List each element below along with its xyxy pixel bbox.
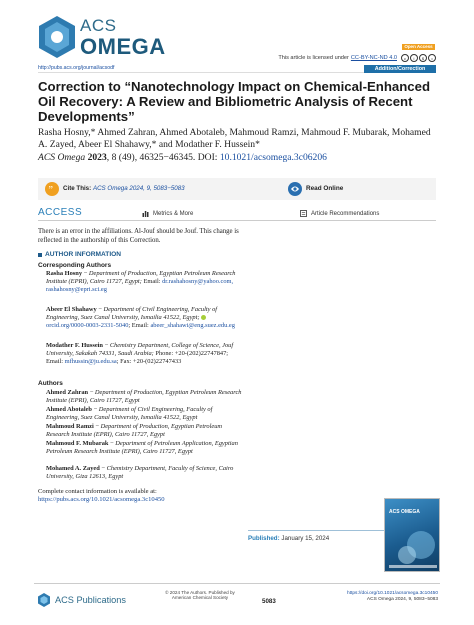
author-item: Mahmoud F. Mubarak − Department of Petroleum Application, Egyptian Petroleum Research Institute (EPRI), Cairo 11727, Egypt xyxy=(46,440,238,455)
author-affiliation: Department of Civil Engineering, Faculty of Engineering, Suez Canal University, Ismailia 41522, Egypt; xyxy=(46,306,218,321)
logo-omega-text: OMEGA xyxy=(80,34,166,59)
read-online-button[interactable]: Read Online xyxy=(306,185,344,192)
open-access-badge: Open Access xyxy=(402,44,435,50)
fax-text: Fax: +20-(02)22747433 xyxy=(120,357,182,365)
access-bar xyxy=(38,207,436,221)
by-icon: i xyxy=(410,54,418,62)
author-item: Mahmoud Ramzi − Department of Production, Egyptian Petroleum Research Institute (EPRI), Cairo 11727, Egypt xyxy=(46,423,223,438)
logo-acs-text: ACS xyxy=(80,16,117,35)
citation-volume: , 8 (49), 46325−46345. DOI: xyxy=(106,152,218,163)
orcid-icon xyxy=(201,315,206,320)
author-name: Mahmoud F. Mubarak xyxy=(46,440,109,447)
author-name: Ahmed Abotaleb xyxy=(46,406,92,413)
footer-citation: ACS Omega 2024, 9, 5083−5083 xyxy=(366,597,438,602)
author-information-heading xyxy=(38,251,121,258)
email-label: Email: xyxy=(143,277,161,285)
article-type-tag: Addition/Correction xyxy=(364,65,436,73)
author-name: Abeer El Shahawy xyxy=(46,306,97,313)
author-email-link[interactable]: mfhussin@ju.edu.sa xyxy=(64,357,117,365)
cite-this[interactable] xyxy=(63,185,185,192)
cite-reference: ACS Omega 2024, 9, 5083−5083 xyxy=(92,185,185,192)
author-name: Modather F. Hussein xyxy=(46,342,103,349)
license-line xyxy=(278,54,436,62)
author-name: Mahmoud Ramzi xyxy=(46,423,94,430)
page-number: 5083 xyxy=(262,598,276,605)
email-label: Email: xyxy=(131,321,149,329)
copyright-line-2: American Chemical Society xyxy=(171,595,229,601)
copyright-notice xyxy=(145,590,255,601)
author-info-heading-text: AUTHOR INFORMATION xyxy=(45,251,122,258)
corresponding-author-item: Abeer El Shahawy − Department of Civil Engineering, Faculty of Engineering, Suez Canal University, Ismailia 41522, Egypt; orcid.org/0000-0003-2331-5040; Email: abeer_shahawi@eng.suez.edu.eg xyxy=(46,306,235,329)
published-label: Published: xyxy=(248,535,280,542)
metrics-label: Metrics & More xyxy=(153,210,194,217)
svg-text:”: ” xyxy=(48,185,53,196)
complete-contact-link[interactable]: https://pubs.acs.org/10.1021/acsomega.3c10450 xyxy=(38,496,165,504)
document-icon xyxy=(300,210,307,217)
publisher-name: ACS Publications xyxy=(55,595,126,605)
author-email-link[interactable]: dr.rashahosny@yahoo.com, rashahosny@epri.sci.eg xyxy=(46,277,234,293)
read-online-icon[interactable] xyxy=(288,182,302,196)
cover-title: ACS OMEGA xyxy=(389,509,420,515)
license-link[interactable]: CC-BY-NC-ND 4.0 xyxy=(350,55,397,61)
author-item: Mohamed A. Zayed − Chemistry Department, Faculty of Science, Cairo University, Giza 12613, Egypt xyxy=(46,465,234,480)
cite-quote-icon[interactable] xyxy=(45,182,59,196)
acs-hexagon-icon xyxy=(36,592,52,608)
citation-doi-link[interactable]: 10.1021/acsomega.3c06206 xyxy=(219,152,327,163)
author-affiliation: Department of Production, Egyptian Petroleum Research Institute (EPRI), Cairo 11727, Egypt xyxy=(46,423,223,438)
journal-url-link[interactable]: http://pubs.acs.org/journal/acsodf xyxy=(38,65,115,71)
metrics-button[interactable] xyxy=(142,210,193,217)
author-name: Mohamed A. Zayed xyxy=(46,465,100,472)
journal-cover-image xyxy=(384,498,440,572)
erratum-text: There is an error in the affiliations. Al-Jouf should be Jouf. This change is reflected in the authorship of this Correction. xyxy=(38,228,239,244)
footer-doi xyxy=(347,591,438,603)
author-affiliation: Department of Production, Egyptian Petroleum Research Institute (EPRI), Cairo 11727, Egypt xyxy=(46,389,242,404)
footer-doi-link[interactable]: https://doi.org/10.1021/acsomega.3c10450 xyxy=(347,591,438,596)
authors-heading: Authors xyxy=(38,380,63,387)
bar-chart-icon xyxy=(142,210,149,217)
author-affiliation: Chemistry Department, Faculty of Science, Cairo University, Giza 12613, Egypt xyxy=(46,465,234,480)
author-name: Ahmed Zahran xyxy=(46,389,89,396)
complete-contact-info xyxy=(38,488,248,505)
corresponding-authors-heading: Corresponding Authors xyxy=(38,262,112,269)
author-email-link[interactable]: abeer_shahawi@eng.suez.edu.eg xyxy=(150,321,235,329)
corresponding-author-item: Rasha Hosny − Department of Production, Egyptian Petroleum Research Institute (EPRI), Cairo 11727, Egypt; Email: dr.rashahosny@yahoo.com, rashahosny@epri.sci.eg xyxy=(46,270,236,293)
cite-bar xyxy=(38,178,436,200)
published-date-line xyxy=(248,535,329,542)
author-affiliation: Department of Civil Engineering, Faculty of Engineering, Suez Canal University, Ismailia 41522, Egypt xyxy=(46,406,213,421)
acs-publications-logo xyxy=(36,591,136,609)
cite-label: Cite This: xyxy=(63,185,92,192)
author-name: Rasha Hosny xyxy=(46,270,83,277)
orcid-link[interactable]: orcid.org/0000-0003-2331-5040 xyxy=(46,321,129,329)
author-affiliation: Department of Petroleum Application, Egyptian Petroleum Research Institute (EPRI), Cairo 11727, Egypt xyxy=(46,440,238,455)
author-item: Ahmed Zahran − Department of Production, Egyptian Petroleum Research Institute (EPRI), Cairo 11727, Egypt xyxy=(46,389,242,404)
articles-label: Article Recommendations xyxy=(311,210,380,217)
nc-icon: $ xyxy=(419,54,427,62)
phone-text: Phone: +20-(202)22747847; Email: xyxy=(46,349,229,365)
author-affiliation: Department of Production, Egyptian Petroleum Research Institute (EPRI), Cairo 11727, Egypt; xyxy=(46,270,236,285)
copyright-line-1: © 2024 The Authors. Published by xyxy=(165,590,235,595)
access-label: ACCESS xyxy=(38,207,83,218)
article-title: Correction to “Nanotechnology Impact on Chemical-Enhanced Oil Recovery: A Review and Bibliometric Analysis of Recent Developments” xyxy=(38,79,431,125)
acs-omega-logo xyxy=(36,14,186,60)
author-affiliation: Chemistry Department, College of Science, Jouf University, Sakakah 74331, Saudi Arabia; xyxy=(46,342,234,357)
footer-divider xyxy=(34,583,440,584)
section-bullet-icon xyxy=(38,253,42,257)
omega-hexagon-icon xyxy=(36,14,78,60)
corresponding-author-item: Modather F. Hussein − Chemistry Department, College of Science, Jouf University, Sakakah 74331, Saudi Arabia; Phone: +20-(202)22747847; Email: mfhussin@ju.edu.sa; Fax: +20-(02)22747433 xyxy=(46,342,234,365)
author-item: Ahmed Abotaleb − Department of Civil Engineering, Faculty of Engineering, Suez Canal University, Ismailia 41522, Egypt xyxy=(46,406,213,421)
nd-icon: = xyxy=(428,54,436,62)
published-date: January 15, 2024 xyxy=(281,535,330,542)
license-prefix: This article is licensed under xyxy=(278,55,349,61)
author-list: Rasha Hosny,* Ahmed Zahran, Ahmed Abotaleb, Mahmoud Ramzi, Mahmoud F. Mubarak, Mohamed A. Zayed, Abeer El Shahawy,* and Modather F. Hussein* xyxy=(38,127,431,151)
cc-license-icons xyxy=(401,54,436,62)
citation-journal: ACS Omega xyxy=(38,152,86,163)
complete-contact-text: Complete contact information is available at: xyxy=(38,488,157,495)
citation-year: 2023 xyxy=(87,152,107,163)
cc-icon: c xyxy=(401,54,409,62)
cover-art-icon xyxy=(385,499,440,572)
article-recommendations-button[interactable] xyxy=(300,210,379,217)
citation-line xyxy=(38,152,438,163)
